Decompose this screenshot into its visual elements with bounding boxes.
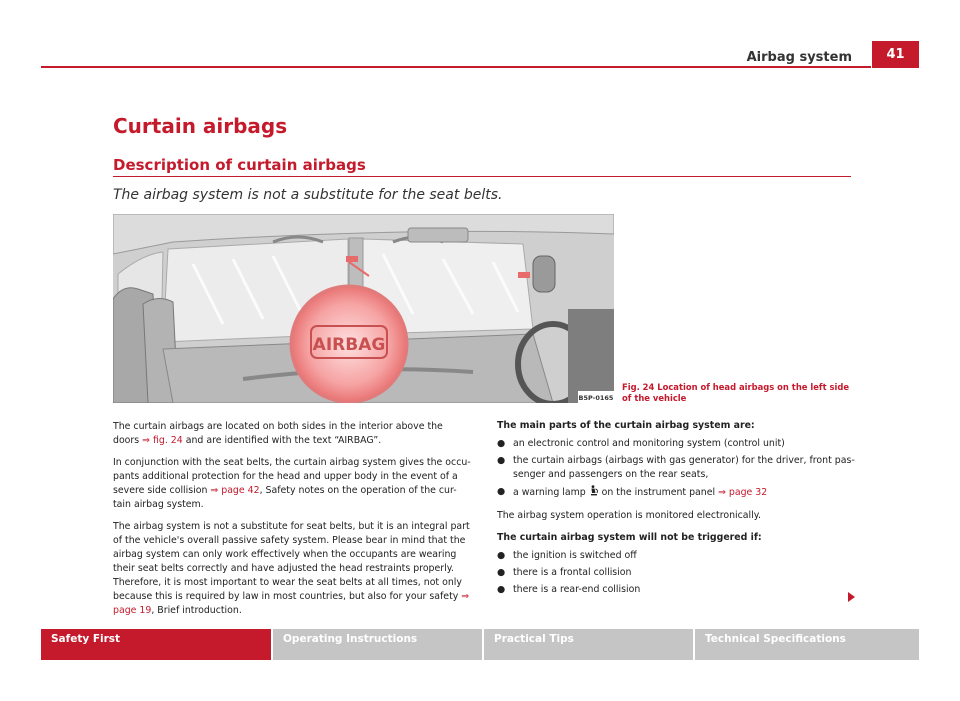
monitor-text: The airbag system operation is monitored electronically.	[497, 510, 761, 521]
section-title: Description of curtain airbags	[113, 156, 366, 174]
page-32-link[interactable]: ⇒ page 32	[718, 487, 768, 498]
left-column	[113, 420, 471, 626]
list-item: ● a warning lamp on the instrument panel ⇒ page 32	[497, 486, 768, 498]
parts-heading: The main parts of the curtain airbag system are:	[497, 420, 755, 431]
page-19-link[interactable]: ⇒ page 19	[113, 591, 470, 616]
car-interior-illustration	[113, 214, 614, 403]
running-header-title: Airbag system	[746, 50, 852, 65]
not-triggered-heading: The curtain airbag system will not be triggered if:	[497, 532, 762, 543]
paragraph-seat-belts: The airbag system is not a substitute for seat belts, but it is an integral part of the vehicle's overall passive safety system. Please bear in mind that the airbag system can only work effectively when the occupants are wearing their seat belts correctly and have adjusted the head restraints properly. Therefore, it is most important to wear the seat belts at all times, not only because this is required by law in most countries, but also for your safety ⇒ page 19, Brief introduction.	[113, 521, 470, 616]
continue-arrow-icon	[848, 592, 855, 602]
nav-tab-technical-specifications[interactable]: Technical Specifications	[695, 629, 919, 660]
fig-24-link[interactable]: ⇒ fig. 24	[142, 435, 183, 446]
header-rule	[41, 66, 871, 68]
right-column	[497, 419, 855, 600]
page-number: 41	[872, 41, 919, 68]
list-item: ● the ignition is switched off	[497, 550, 637, 561]
chapter-title: Curtain airbags	[113, 114, 288, 138]
nav-tab-safety-first[interactable]: Safety First	[41, 629, 271, 660]
figure-code: B5P-0165	[578, 394, 614, 402]
section-subtitle: The airbag system is not a substitute for the seat belts.	[113, 187, 503, 203]
nav-tab-practical-tips[interactable]: Practical Tips	[484, 629, 693, 660]
figure-caption: Fig. 24 Location of head airbags on the left side of the vehicle	[622, 382, 850, 403]
list-item: ● there is a frontal collision	[497, 567, 632, 578]
airbag-location-figure	[113, 214, 614, 403]
list-item: ● the curtain airbags (airbags with gas generator) for the driver, front pas-senger and passengers on the rear seats,	[497, 455, 855, 480]
list-item: ● an electronic control and monitoring system (control unit)	[497, 438, 785, 449]
airbag-warning-icon	[589, 485, 599, 496]
nav-tab-operating-instructions[interactable]: Operating Instructions	[273, 629, 482, 660]
page-42-link[interactable]: ⇒ page 42	[210, 485, 260, 496]
paragraph-location: The curtain airbags are located on both sides in the interior above the doors ⇒ fig. 24 and are identified with the text “AIRBAG”.	[113, 421, 443, 446]
list-item: ● there is a rear-end collision	[497, 584, 641, 595]
airbag-label: AIRBAG	[312, 335, 386, 355]
paragraph-protection: In conjunction with the seat belts, the curtain airbag system gives the occu-pants additional protection for the head and upper body in the event of a severe side collision ⇒ page 42, Safety notes on the operation of the cur-tain airbag system.	[113, 457, 471, 510]
section-rule	[113, 176, 851, 177]
